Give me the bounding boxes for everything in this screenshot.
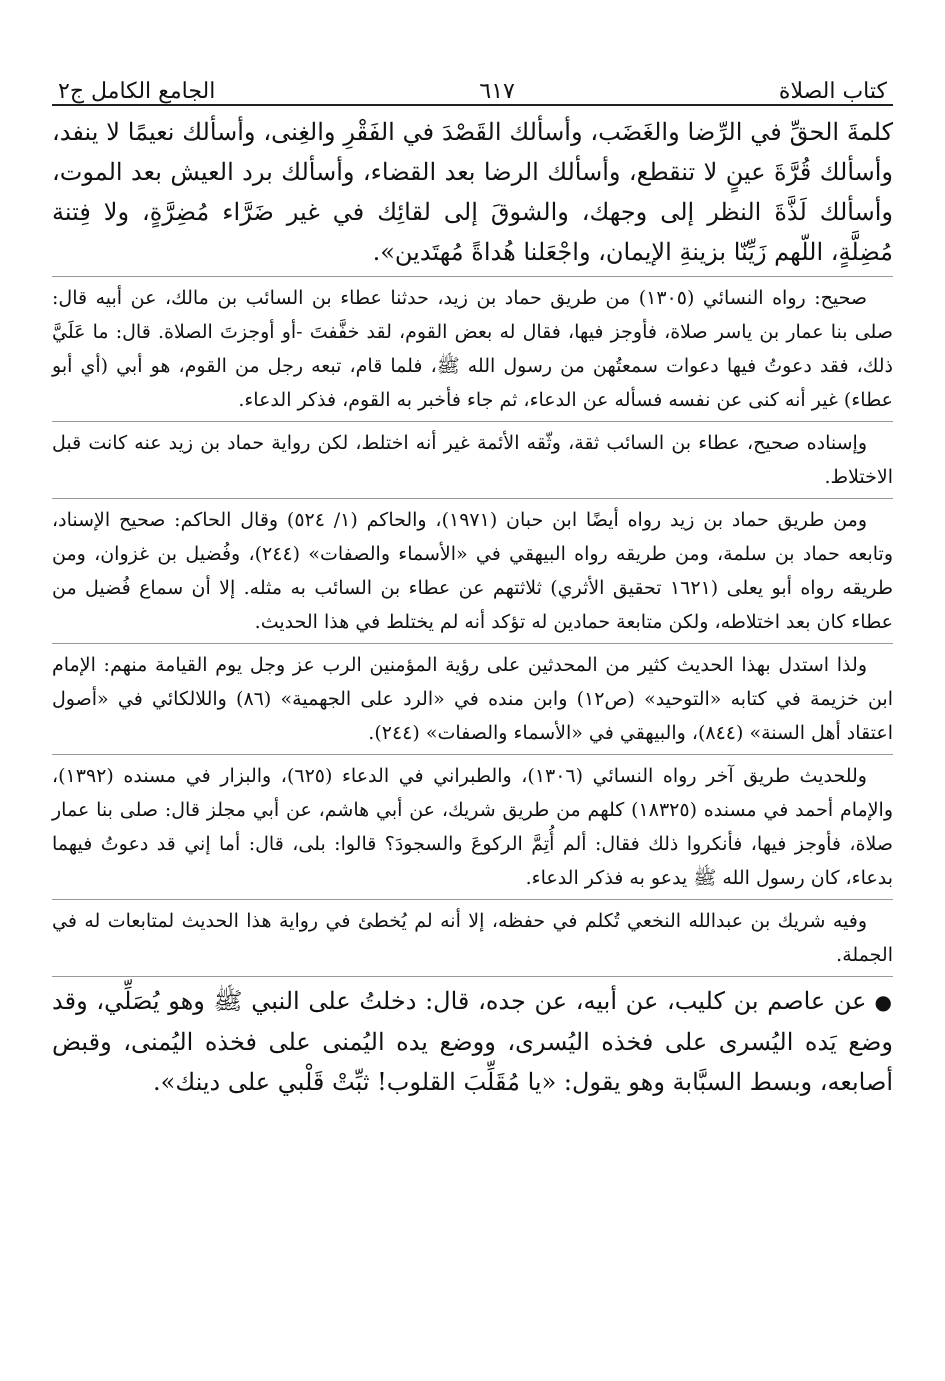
page xyxy=(52,60,893,1102)
page-number: ٦١٧ xyxy=(479,79,515,104)
note-paragraph-6: وفيه شريك بن عبدالله النخعي تُكلم في حفظه، إلا أنه لم يُخطئ في رواية هذا الحديث لمتابعات له في الجملة. xyxy=(52,910,893,966)
note-paragraph-2: وإسناده صحيح، عطاء بن السائب ثقة، وثّقه الأئمة غير أنه اختلط، لكن رواية حماد بن زيد عنه كانت قبل الاختلاط. xyxy=(52,432,893,488)
hadith-text: عن عاصم بن كليب، عن أبيه، عن جده، قال: دخلتُ على النبي ﷺ وهو يُصَلِّي، وقد وضع يَده اليُسرى على فخذه اليُسرى، ووضع يده اليُمنى على فخذه اليُمنى، وقبض أصابعه، وبسط السبَّابة وهو يقول: «يا مُقَلِّبَ القلوب! ثبِّتْ قَلْبي على دينك». xyxy=(52,987,893,1096)
section-title: كتاب الصلاة xyxy=(778,79,887,104)
divider xyxy=(52,498,893,499)
divider xyxy=(52,643,893,644)
divider xyxy=(52,276,893,277)
note-paragraph-1: صحيح: رواه النسائي (١٣٠٥) من طريق حماد بن زيد، حدثنا عطاء بن السائب بن مالك، عن أبيه قال: صلى بنا عمار بن ياسر صلاة، فأوجز فيها، فقال له بعض القوم، لقد خفَّفتَ -أو أوجزتَ الصلاة. قال: ما عَلَيَّ ذلك، فقد دعوتُ فيها دعوات سمعتُهن من رسول الله ﷺ، فلما قام، تبعه رجل من القوم، هو أبي (أي أبو عطاء) غير أنه كنى عن نفسه فسأله عن الدعاء، ثم جاء فأخبر به القوم، فذكر الدعاء. xyxy=(52,287,893,411)
divider xyxy=(52,899,893,900)
book-title: الجامع الكامل ج٢ xyxy=(58,79,216,104)
divider xyxy=(52,976,893,977)
page-header xyxy=(52,60,893,106)
divider xyxy=(52,421,893,422)
note-paragraph-3: ومن طريق حماد بن زيد رواه أيضًا ابن حبان (١٩٧١)، والحاكم (١/ ٥٢٤) وقال الحاكم: صحيح الإسناد، وتابعه حماد بن سلمة، ومن طريقه رواه البيهقي في «الأسماء والصفات» (٢٤٤)، وفُضيل بن غزوان، ومن طريقه رواه أبو يعلى (١٦٢١ تحقيق الأثري) ثلاثتهم عن عطاء بن السائب به مثله. إلا أن سماع فُضيل من عطاء كان بعد اختلاطه، ولكن متابعة حمادين له تؤكد أنه لم يختلط في هذا الحديث. xyxy=(52,509,894,633)
hadith-paragraph xyxy=(52,981,893,1102)
divider xyxy=(52,754,893,755)
main-text: كلمةَ الحقِّ في الرِّضا والغَضَب، وأسألك القَصْدَ في الفَقْرِ والغِنى، وأسألك نعيمًا لا ينفد، وأسألك قُرَّةَ عينٍ لا تنقطع، وأسألك الرضا بعد القضاء، وأسألك برد العيش بعد الموت، وأسألك لَذَّةَ النظر إلى وجهك، والشوقَ إلى لقائِك في غير ضَرَّاء مُضِرَّةٍ، ولا فِتنة مُضِلَّةٍ، اللّهم زَيِّنّا بزينةِ الإيمان، واجْعَلنا هُداةً مُهتَدين». xyxy=(52,118,893,266)
note-paragraph-5: وللحديث طريق آخر رواه النسائي (١٣٠٦)، والطبراني في الدعاء (٦٢٥)، والبزار في مسنده (١٣٩٢)، والإمام أحمد في مسنده (١٨٣٢٥) كلهم من طريق شريك، عن أبي هاشم، عن أبي مجلز قال: صلى بنا عمار صلاة، فأوجز فيها، فأنكروا ذلك فقال: ألم أُتِمَّ الركوعَ والسجودَ؟ قالوا: بلى، قال: أما إني قد دعوتُ فيهما بدعاء، كان رسول الله ﷺ يدعو به فذكر الدعاء. xyxy=(52,765,893,889)
bullet-icon: ● xyxy=(874,990,893,1014)
note-paragraph-4: ولذا استدل بهذا الحديث كثير من المحدثين على رؤية المؤمنين الرب عز وجل يوم القيامة منهم: الإمام ابن خزيمة في كتابه «التوحيد» (ص١٢) وابن منده في «الرد على الجهمية» (٨٦) واللالكائي في «أصول اعتقاد أهل السنة» (٨٤٤)، والبيهقي في «الأسماء والصفات» (٢٤٤). xyxy=(52,654,893,744)
